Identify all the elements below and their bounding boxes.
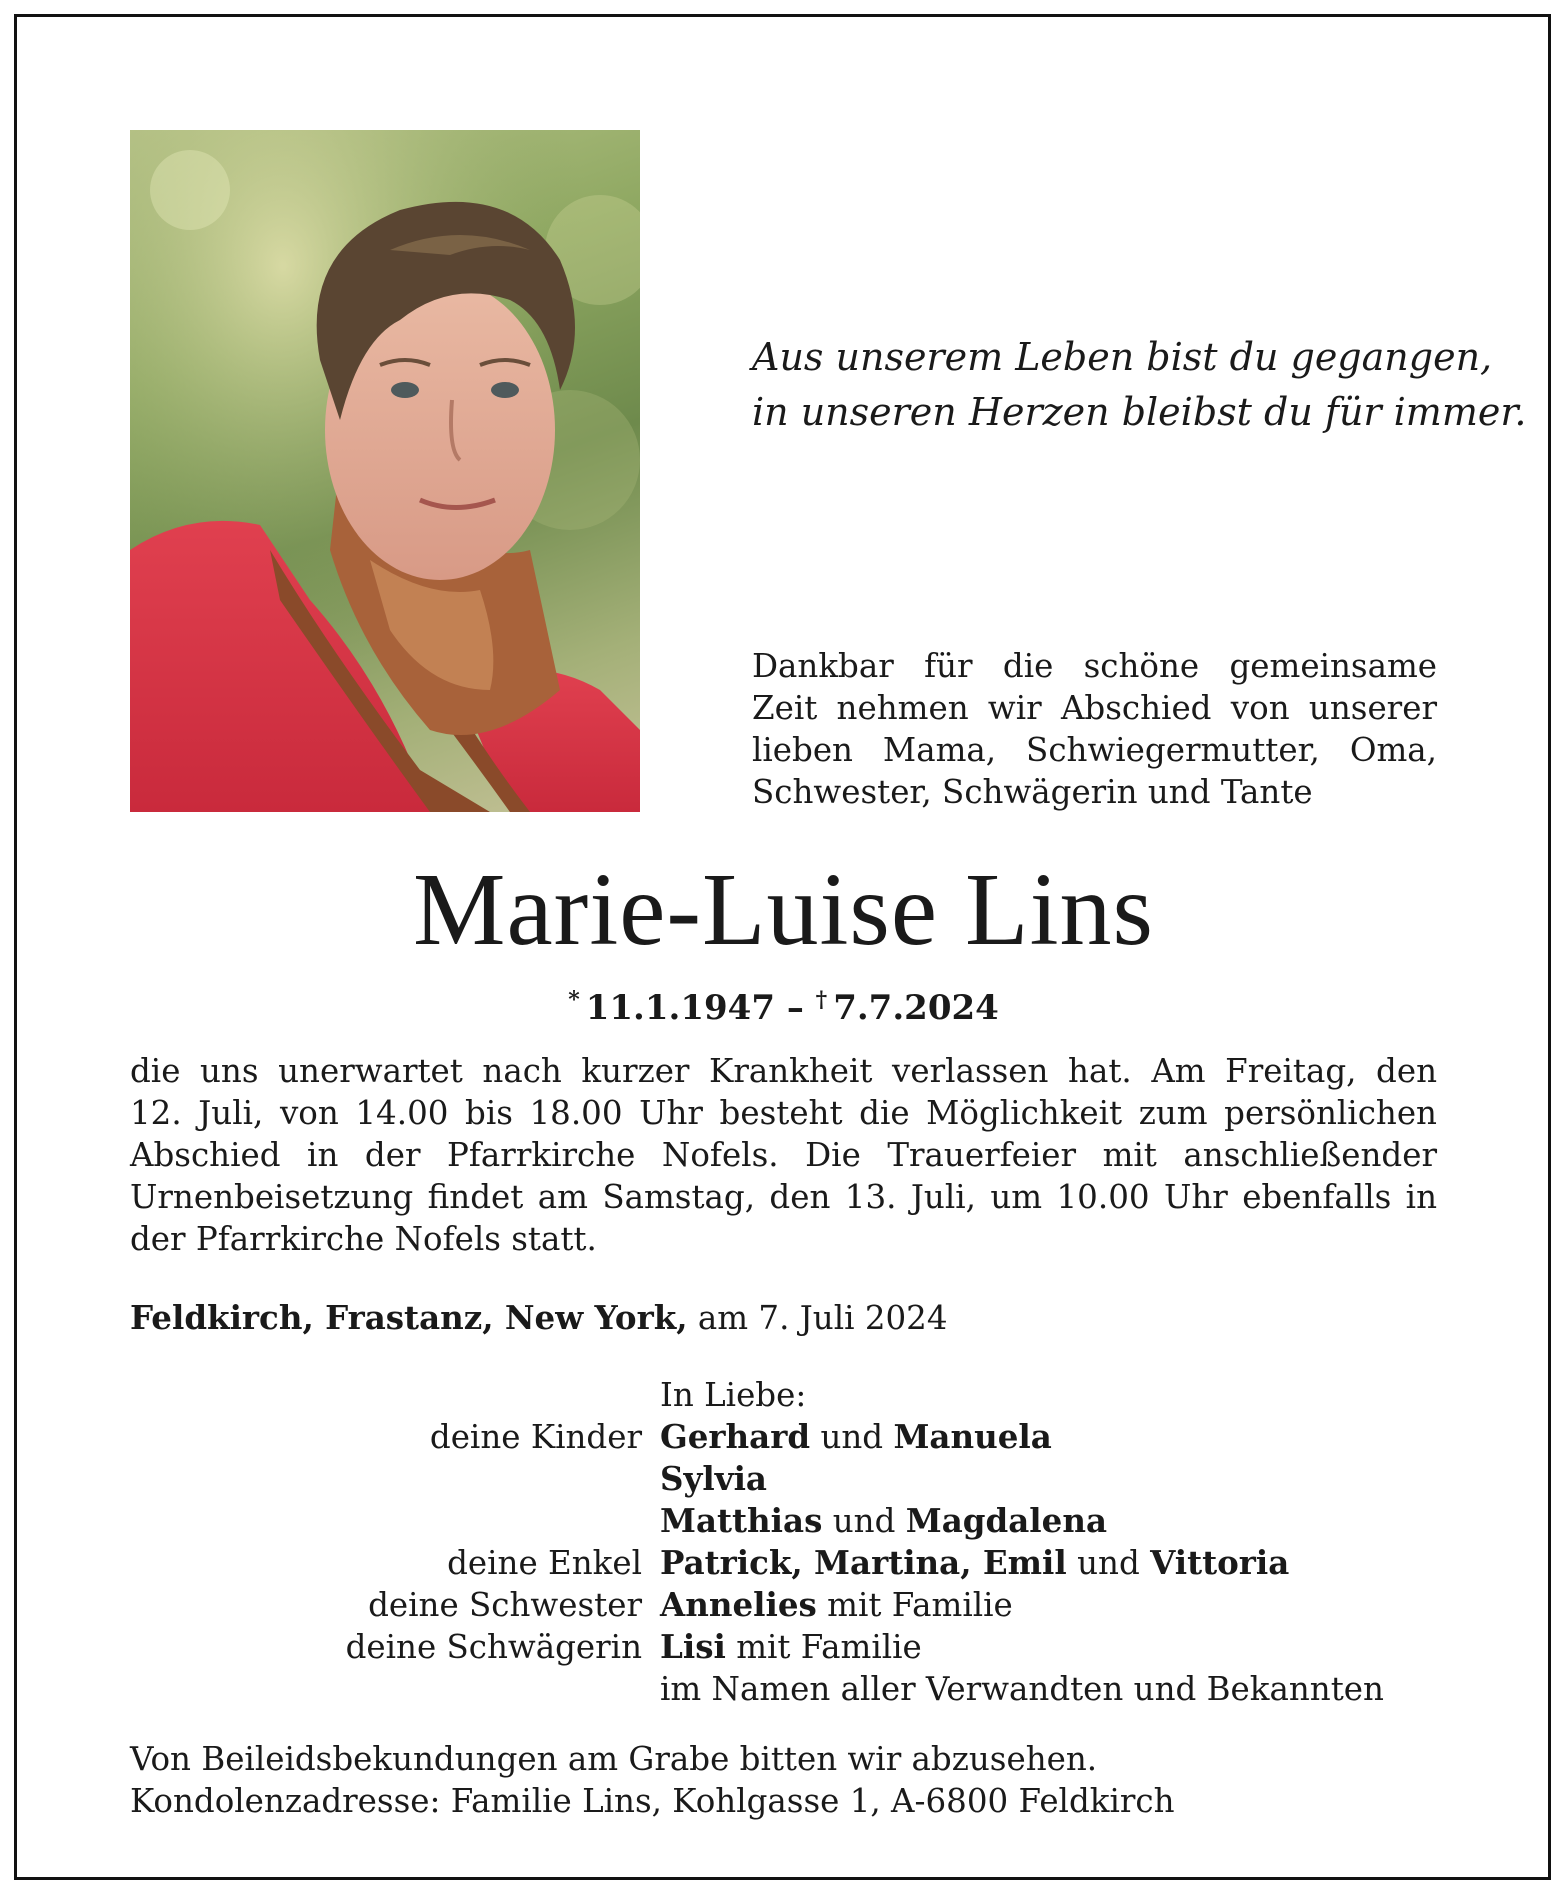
mourners-list: [130, 1374, 1460, 1710]
family-row: deine Schwägerin Lisi mit Familie: [130, 1626, 1460, 1668]
notice-date: am 7. Juli 2024: [697, 1299, 948, 1337]
family-row: Matthias und Magdalena: [660, 1501, 1108, 1540]
children-label: deine Kinder: [429, 1418, 642, 1456]
intro-line: Schwester, Schwägerin und Tante: [752, 773, 1313, 811]
relatives-line: im Namen aller Verwandten und Bekannten: [660, 1670, 1384, 1708]
child-name: Sylvia: [660, 1459, 767, 1498]
child-name: Gerhard: [660, 1417, 811, 1456]
farewell-intro: [752, 645, 1437, 813]
verse-line: Aus unserem Leben bist du gegangen,: [752, 335, 1493, 379]
place-and-date: [130, 1297, 1430, 1339]
portrait-photo: [130, 130, 640, 812]
family-row: deine Enkel Patrick, Martina, Emil und Vittoria: [130, 1542, 1460, 1584]
birth-symbol: *: [568, 987, 580, 1013]
condolence-address: Kondolenzadresse: Familie Lins, Kohlgasse 1, A-6800 Feldkirch: [130, 1782, 1175, 1820]
life-dates: [0, 978, 1567, 1030]
child-partner-name: Magdalena: [905, 1501, 1108, 1540]
sisterinlaw-label: deine Schwägerin: [345, 1628, 642, 1666]
intro-line: Dankbar für die schöne gemeinsame: [752, 647, 1437, 685]
family-row: deine Schwester Annelies mit Familie: [130, 1584, 1460, 1626]
death-symbol: †: [815, 987, 828, 1013]
condolence-request: Von Beileidsbekundungen am Grabe bitten wir abzusehen.: [130, 1740, 1098, 1778]
family-intro: In Liebe:: [660, 1376, 807, 1414]
portrait-illustration: [130, 130, 640, 812]
child-name: Matthias: [660, 1501, 823, 1540]
intro-line: Zeit nehmen wir Abschied von unserer: [752, 689, 1437, 727]
family-row: [130, 1668, 1460, 1710]
sister-name: Annelies: [660, 1585, 817, 1624]
date-separator: –: [786, 988, 804, 1028]
grandchild-name: Vittoria: [1150, 1543, 1290, 1582]
memorial-verse: [752, 330, 1527, 440]
intro-line: lieben Mama, Schwiegermutter, Oma,: [752, 731, 1437, 769]
family-row: deine Kinder Gerhard und Manuela: [130, 1416, 1460, 1458]
verse-line: in unseren Herzen bleibst du für immer.: [752, 390, 1527, 434]
sister-label: deine Schwester: [368, 1586, 642, 1624]
family-row: [130, 1458, 1460, 1500]
death-date: 7.7.2024: [833, 988, 999, 1028]
grandchildren-label: deine Enkel: [447, 1544, 642, 1582]
sisterinlaw-name: Lisi: [660, 1627, 726, 1666]
details-line: Abschied in der Pfarrkirche Nofels. Die Trauerfeier mit anschließender: [130, 1136, 1437, 1174]
details-line: 12. Juli, von 14.00 bis 18.00 Uhr besteht die Möglichkeit zum persönlichen: [130, 1094, 1437, 1132]
details-line: der Pfarrkirche Nofels statt.: [130, 1220, 597, 1258]
grandchildren-names: Patrick, Martina, Emil: [660, 1543, 1067, 1582]
details-line: Urnenbeisetzung findet am Samstag, den 13. Juli, um 10.00 Uhr ebenfalls in: [130, 1178, 1437, 1216]
deceased-name: Marie-Luise Lins: [413, 852, 1154, 967]
family-row: [130, 1374, 1460, 1416]
closing-notes: [130, 1738, 1430, 1822]
place-towns: Feldkirch, Frastanz, New York,: [130, 1298, 688, 1337]
birth-date: 11.1.1947: [585, 988, 775, 1028]
details-line: die uns unerwartet nach kurzer Krankheit verlassen hat. Am Freitag, den: [130, 1052, 1437, 1090]
ceremony-details: [130, 1050, 1437, 1260]
child-partner-name: Manuela: [893, 1417, 1052, 1456]
